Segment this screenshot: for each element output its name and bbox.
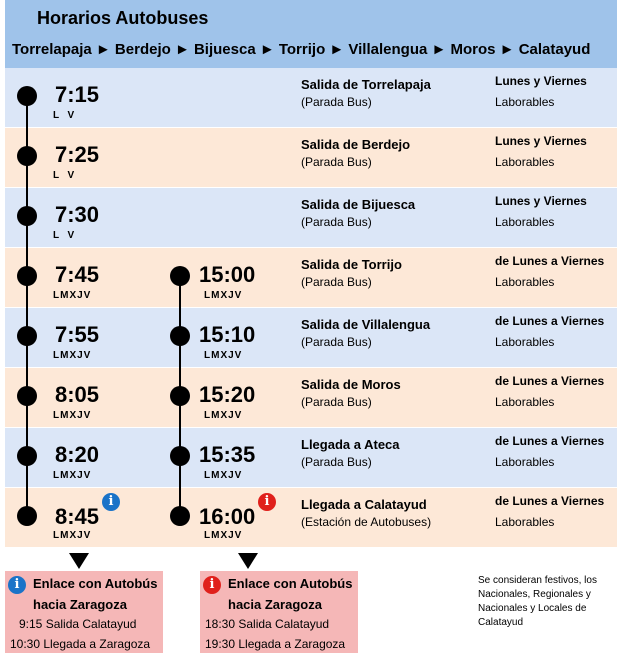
service-days-afternoon: LMXJV xyxy=(204,530,243,541)
service-days-morning: LMXJV xyxy=(53,530,92,541)
connection-subtitle: hacia Zaragoza xyxy=(228,597,322,612)
departure-time-morning: 7:45 xyxy=(55,262,100,287)
holiday-note: Se consideran festivos, los Nacionales, Regionales y Nacionales y Locales de Calatayud xyxy=(478,575,597,628)
header-bar xyxy=(5,0,617,68)
route-line-afternoon xyxy=(179,275,181,519)
stop-detail: (Parada Bus) xyxy=(301,95,372,109)
schedule-row xyxy=(5,68,617,128)
stop-name: Salida de Moros xyxy=(301,377,401,392)
connection-departure: 18:30 Salida Calatayud xyxy=(205,617,330,631)
service-period: de Lunes a Viernes xyxy=(495,314,605,328)
schedule-row xyxy=(5,128,617,188)
stop-name: Llegada a Calatayud xyxy=(301,497,427,512)
service-days-afternoon: LMXJV xyxy=(204,470,243,481)
connection-title: Enlace con Autobús xyxy=(33,576,158,591)
departure-time-afternoon: 16:00 xyxy=(199,504,256,529)
service-period: Lunes y Viernes xyxy=(495,134,587,148)
service-type: Laborables xyxy=(495,395,555,409)
service-type: Laborables xyxy=(495,215,555,229)
departure-time-morning: 7:30 xyxy=(55,202,100,227)
service-days-morning: L V xyxy=(53,110,76,121)
info-icon: i xyxy=(258,493,276,511)
stop-detail: (Parada Bus) xyxy=(301,215,372,229)
departure-time-afternoon: 15:10 xyxy=(199,322,256,347)
schedule-row xyxy=(5,248,617,308)
service-period: Lunes y Viernes xyxy=(495,194,587,208)
stop-name: Salida de Villalengua xyxy=(301,317,431,332)
departure-time-afternoon: 15:00 xyxy=(199,262,256,287)
schedule-row xyxy=(5,368,617,428)
stop-name: Salida de Torrelapaja xyxy=(301,77,431,92)
stop-name: Salida de Torrijo xyxy=(301,257,402,272)
stop-detail: (Parada Bus) xyxy=(301,275,372,289)
connection-box-morning xyxy=(5,571,163,653)
stop-name: Salida de Bijuesca xyxy=(301,197,416,212)
service-days-morning: L V xyxy=(53,170,76,181)
service-type: Laborables xyxy=(495,275,555,289)
arrow-down-icon xyxy=(69,553,89,569)
schedule-row xyxy=(5,188,617,248)
service-period: de Lunes a Viernes xyxy=(495,494,605,508)
arrow-down-icon xyxy=(238,553,258,569)
departure-time-morning: 7:15 xyxy=(55,82,100,107)
stop-name: Llegada a Ateca xyxy=(301,437,400,452)
departure-time-afternoon: 15:35 xyxy=(199,442,256,467)
schedule-row xyxy=(5,428,617,488)
connection-subtitle: hacia Zaragoza xyxy=(33,597,127,612)
stop-detail: (Parada Bus) xyxy=(301,395,372,409)
schedule-row xyxy=(5,308,617,368)
departure-time-afternoon: 15:20 xyxy=(199,382,256,407)
service-type: Laborables xyxy=(495,335,555,349)
stop-name: Salida de Berdejo xyxy=(301,137,411,152)
service-days-afternoon: LMXJV xyxy=(204,290,243,301)
departure-time-morning: 7:55 xyxy=(55,322,100,347)
stop-detail: (Parada Bus) xyxy=(301,335,372,349)
connection-title: Enlace con Autobús xyxy=(228,576,353,591)
page-title: Horarios Autobuses xyxy=(37,8,209,28)
service-days-morning: LMXJV xyxy=(53,350,92,361)
info-icon: i xyxy=(203,576,221,594)
connection-box-afternoon xyxy=(200,571,358,653)
connection-arrival: 10:30 Llegada a Zaragoza xyxy=(10,637,151,651)
service-days-morning: LMXJV xyxy=(53,470,92,481)
service-type: Laborables xyxy=(495,455,555,469)
service-period: de Lunes a Viernes xyxy=(495,374,605,388)
route-line: Torrelapaja ► Berdejo ► Bijuesca ► Torrijo ► Villalengua ► Moros ► Calatayud xyxy=(12,41,591,58)
stop-detail: (Parada Bus) xyxy=(301,155,372,169)
stop-detail: (Estación de Autobuses) xyxy=(301,515,432,529)
connection-arrival: 19:30 Llegada a Zaragoza xyxy=(205,637,346,651)
departure-time-morning: 8:05 xyxy=(55,382,100,407)
service-type: Laborables xyxy=(495,515,555,529)
departure-time-morning: 7:25 xyxy=(55,142,100,167)
service-type: Laborables xyxy=(495,155,555,169)
service-days-afternoon: LMXJV xyxy=(204,410,243,421)
service-period: de Lunes a Viernes xyxy=(495,254,605,268)
departure-time-morning: 8:20 xyxy=(55,442,100,467)
service-days-morning: LMXJV xyxy=(53,410,92,421)
info-icon: i xyxy=(8,576,26,594)
schedule-row xyxy=(5,488,617,548)
connection-departure: 9:15 Salida Calatayud xyxy=(19,617,137,631)
service-days-afternoon: LMXJV xyxy=(204,350,243,361)
service-period: Lunes y Viernes xyxy=(495,74,587,88)
route-line-morning xyxy=(26,95,28,519)
service-type: Laborables xyxy=(495,95,555,109)
service-days-morning: LMXJV xyxy=(53,290,92,301)
stop-detail: (Parada Bus) xyxy=(301,455,372,469)
service-period: de Lunes a Viernes xyxy=(495,434,605,448)
departure-time-morning: 8:45 xyxy=(55,504,100,529)
info-icon: i xyxy=(102,493,120,511)
service-days-morning: L V xyxy=(53,230,76,241)
